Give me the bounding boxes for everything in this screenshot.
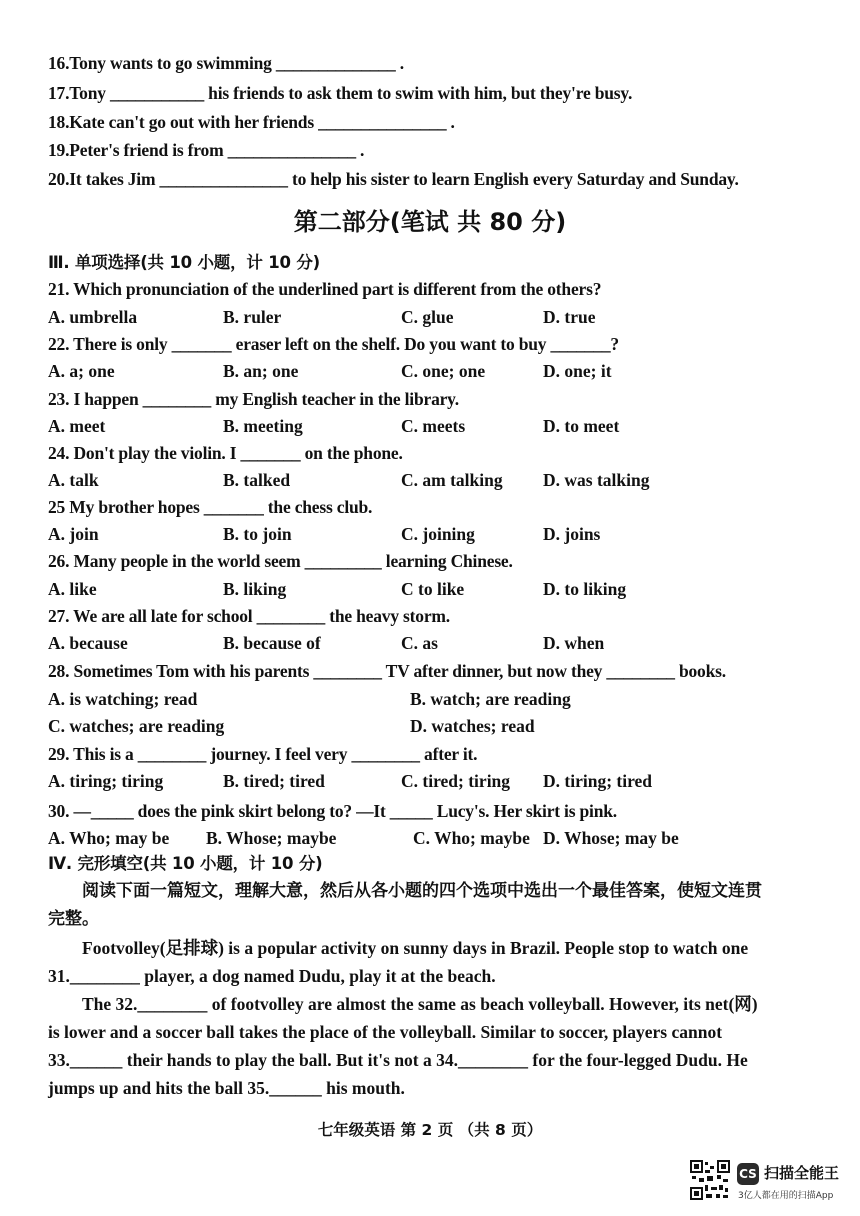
question-28-option-c[interactable]: C. watches; are reading bbox=[48, 716, 225, 736]
question-30-stem: 30. —_____ does the pink skirt belong to? —It _____ Lucy's. Her skirt is pink. bbox=[48, 801, 617, 821]
question-22-option-c[interactable]: C. one; one bbox=[401, 361, 486, 381]
question-25-stem: 25 My brother hopes _______ the chess club. bbox=[48, 497, 373, 517]
question-28-stem: 28. Sometimes Tom with his parents ________ TV after dinner, but now they ________ books. bbox=[48, 661, 726, 681]
question-28-option-b[interactable]: B. watch; are reading bbox=[410, 689, 571, 709]
question-24-option-a[interactable]: A. talk bbox=[48, 470, 99, 490]
section-4-title: Ⅳ. 完形填空(共 10 小题，计 10 分) bbox=[48, 854, 323, 873]
page-footer: 七年级英语 第 2 页 （共 8 页） bbox=[317, 1121, 543, 1139]
question-26-option-c[interactable]: C to like bbox=[401, 579, 465, 599]
question-23-option-b[interactable]: B. meeting bbox=[223, 416, 303, 436]
question-29-option-c[interactable]: C. tired; tiring bbox=[401, 771, 511, 791]
question-29-option-a[interactable]: A. tiring; tiring bbox=[48, 771, 164, 791]
scanner-app-name: 扫描全能王 bbox=[764, 1164, 840, 1182]
question-22-option-a[interactable]: A. a; one bbox=[48, 361, 115, 381]
question-16: 16.Tony wants to go swimming ______________ . bbox=[48, 53, 404, 73]
question-23-option-a[interactable]: A. meet bbox=[48, 416, 106, 436]
question-25-option-b[interactable]: B. to join bbox=[223, 524, 292, 544]
question-26-option-b[interactable]: B. liking bbox=[223, 579, 287, 599]
question-27-option-d[interactable]: D. when bbox=[543, 633, 605, 653]
scanner-logo-icon: CS bbox=[737, 1163, 759, 1185]
question-29-stem: 29. This is a ________ journey. I feel very ________ after it. bbox=[48, 744, 478, 764]
question-30-option-a[interactable]: A. Who; may be bbox=[48, 828, 170, 848]
question-25-option-c[interactable]: C. joining bbox=[401, 524, 475, 544]
question-24-option-b[interactable]: B. talked bbox=[223, 470, 291, 490]
section-3-title: Ⅲ. 单项选择(共 10 小题，计 10 分) bbox=[48, 253, 320, 272]
question-23-option-d[interactable]: D. to meet bbox=[543, 416, 620, 436]
question-30-option-c[interactable]: C. Who; maybe bbox=[413, 828, 530, 848]
question-18: 18.Kate can't go out with her friends _______________ . bbox=[48, 112, 455, 132]
question-30-option-b[interactable]: B. Whose; maybe bbox=[206, 828, 337, 848]
question-22-stem: 22. There is only _______ eraser left on the shelf. Do you want to buy _______? bbox=[48, 334, 619, 354]
question-23-stem: 23. I happen ________ my English teacher in the library. bbox=[48, 389, 459, 409]
question-27-option-c[interactable]: C. as bbox=[401, 633, 438, 653]
passage-paragraph-1: Footvolley(足排球) is a popular activity on sunny days in Brazil. People stop to watch one 31.________ player, a dog named Dudu, play it at the beach. bbox=[48, 938, 749, 986]
question-21-stem: 21. Which pronunciation of the underlined part is different from the others? bbox=[48, 279, 602, 299]
scanner-tagline: 3亿人都在用的扫描App bbox=[738, 1191, 834, 1201]
question-20: 20.It takes Jim _______________ to help his sister to learn English every Saturday and Sunday. bbox=[48, 169, 739, 189]
question-24-stem: 24. Don't play the violin. I _______ on the phone. bbox=[48, 443, 403, 463]
question-23-option-c[interactable]: C. meets bbox=[401, 416, 466, 436]
qr-code-icon bbox=[690, 1160, 730, 1200]
question-21-option-b[interactable]: B. ruler bbox=[223, 307, 282, 327]
section-4-instruction: 阅读下面一篇短文，理解大意，然后从各小题的四个选项中选出一个最佳答案，使短文连贯完整。 bbox=[48, 881, 762, 929]
question-22-option-d[interactable]: D. one; it bbox=[543, 361, 612, 381]
passage-paragraph-2: The 32.________ of footvolley are almost the same as beach volleyball. However, its net(网) is lower and a soccer ball takes the place of the volleyball. Similar to soccer, players cannot 33.______ their hands to play the ball. But it's not a 34.________ for the four-legged Dudu. He jumps up and hits the ball 35.______ his mouth. bbox=[48, 994, 758, 1098]
question-30-option-d[interactable]: D. Whose; may be bbox=[543, 828, 679, 848]
part-two-heading: 第二部分(笔试 共 80 分) bbox=[293, 208, 567, 236]
question-27-option-a[interactable]: A. because bbox=[48, 633, 128, 653]
question-17: 17.Tony ___________ his friends to ask them to swim with him, but they're busy. bbox=[48, 83, 633, 103]
question-21-option-c[interactable]: C. glue bbox=[401, 307, 454, 327]
question-21-option-a[interactable]: A. umbrella bbox=[48, 307, 138, 327]
question-29-option-b[interactable]: B. tired; tired bbox=[223, 771, 325, 791]
question-24-option-d[interactable]: D. was talking bbox=[543, 470, 650, 490]
question-29-option-d[interactable]: D. tiring; tired bbox=[543, 771, 653, 791]
question-24-option-c[interactable]: C. am talking bbox=[401, 470, 503, 490]
question-28-option-a[interactable]: A. is watching; read bbox=[48, 689, 198, 709]
question-22-option-b[interactable]: B. an; one bbox=[223, 361, 299, 381]
question-25-option-d[interactable]: D. joins bbox=[543, 524, 601, 544]
question-27-stem: 27. We are all late for school ________ the heavy storm. bbox=[48, 606, 450, 626]
question-19: 19.Peter's friend is from _______________ . bbox=[48, 140, 365, 160]
question-28-option-d[interactable]: D. watches; read bbox=[410, 716, 535, 736]
question-26-option-d[interactable]: D. to liking bbox=[543, 579, 627, 599]
question-26-stem: 26. Many people in the world seem _________ learning Chinese. bbox=[48, 551, 513, 571]
question-25-option-a[interactable]: A. join bbox=[48, 524, 99, 544]
question-27-option-b[interactable]: B. because of bbox=[223, 633, 321, 653]
question-21-option-d[interactable]: D. true bbox=[543, 307, 596, 327]
question-26-option-a[interactable]: A. like bbox=[48, 579, 97, 599]
